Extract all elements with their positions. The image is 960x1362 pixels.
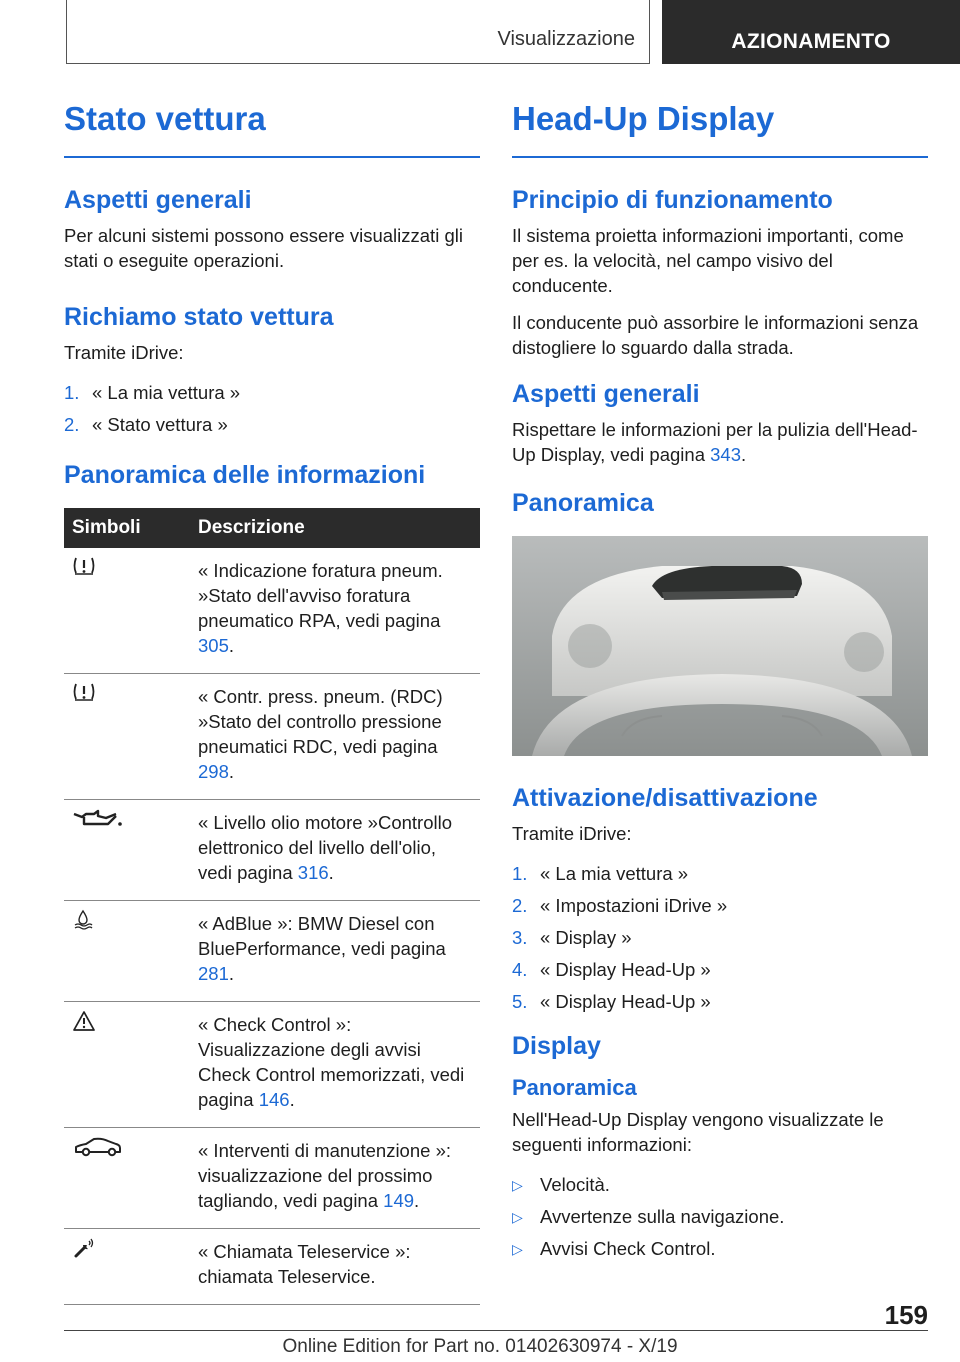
table-cell-description: « Check Control »: Visualizzazione degli avvisi Check Control memorizzati, vedi pagina 146.: [188, 1002, 480, 1128]
footer-divider: [64, 1330, 928, 1331]
page-link[interactable]: 305: [198, 635, 229, 656]
table-row: [64, 1128, 480, 1229]
heading-attivazione-disattivazione: Attivazione/disattivazione: [512, 784, 818, 812]
table-cell-description: « Indicazione foratura pneum. »Stato dell'avviso foratura pneumatico RPA, vedi pagina 305.: [188, 548, 480, 674]
table-row: [64, 800, 480, 901]
paragraph: Il sistema proietta informazioni importanti, come per es. la velocità, nel campo visivo del conducente.: [512, 225, 904, 296]
paragraph: Il conducente può assorbire le informazioni senza distogliere lo sguardo dalla strada.: [512, 312, 919, 358]
steps-list: [512, 858, 928, 1018]
tire-pressure-warning-icon: [72, 685, 96, 706]
tire-pressure-warning-icon: [72, 559, 96, 580]
table-row: [64, 674, 480, 800]
section-title-stato-vettura: Stato vettura: [64, 100, 480, 158]
table-row: [64, 1002, 480, 1128]
list-item: 2. « Impostazioni iDrive »: [512, 895, 728, 916]
page-link[interactable]: 343: [710, 444, 742, 465]
symbols-table: [64, 508, 480, 1305]
steps-list: [64, 377, 480, 441]
heading-display: Display: [512, 1032, 601, 1060]
teleservice-wrench-icon: [72, 1242, 96, 1263]
heading-aspetti-generali: Aspetti generali: [512, 380, 700, 408]
table-row: [64, 901, 480, 1002]
list-item: 1. « La mia vettura »: [64, 382, 241, 403]
list-item: 2. « Stato vettura »: [64, 414, 228, 435]
triangle-bullet-icon: ▷: [512, 1209, 523, 1225]
triangle-bullet-icon: ▷: [512, 1241, 523, 1257]
table-row: [64, 1229, 480, 1305]
subheading-panoramica: Panoramica: [512, 1075, 637, 1100]
chapter-title: AZIONAMENTO: [731, 30, 891, 53]
oil-can-icon: [72, 813, 124, 834]
list-item: ▷ Velocità.: [512, 1169, 928, 1201]
list-item: 5. « Display Head-Up »: [512, 991, 711, 1012]
heading-richiamo-stato: Richiamo stato vettura: [64, 303, 334, 331]
paragraph: Nell'Head-Up Display vengono visualizzate le seguenti informazioni:: [512, 1109, 884, 1155]
heading-aspetti-generali: Aspetti generali: [64, 186, 252, 214]
section-title-head-up-display: Head-Up Display: [512, 100, 928, 158]
heading-panoramica-informazioni: Panoramica delle informazioni: [64, 461, 426, 489]
header-section-title: Visualizzazione: [497, 28, 635, 50]
heading-panoramica: Panoramica: [512, 489, 654, 517]
page-link[interactable]: 149: [383, 1190, 415, 1211]
paragraph: Per alcuni sistemi possono essere visualizzati gli stati o eseguite operazioni.: [64, 225, 463, 271]
page-link[interactable]: 298: [198, 761, 229, 782]
paragraph: Tramite iDrive:: [512, 823, 632, 844]
right-column: [512, 100, 928, 1265]
paragraph: Tramite iDrive:: [64, 342, 184, 363]
header-chapter-tab: [662, 0, 960, 64]
list-item: ▷ Avvisi Check Control.: [512, 1233, 928, 1265]
bullet-list: [512, 1169, 928, 1265]
table-cell-description: « Chiamata Teleservice »: chiamata Teleservice.: [188, 1229, 480, 1305]
list-item: 3. « Display »: [512, 927, 632, 948]
triangle-bullet-icon: ▷: [512, 1177, 523, 1193]
list-item: 1. « La mia vettura »: [512, 863, 689, 884]
paragraph: Rispettare le informazioni per la pulizia dell'Head-Up Display, vedi pagina 343.: [512, 419, 918, 465]
table-cell-description: « Contr. press. pneum. (RDC) »Stato del controllo pressione pneumatici RDC, vedi pagina 298.: [188, 674, 480, 800]
left-column: [64, 100, 480, 1305]
service-car-icon: [72, 1141, 124, 1162]
list-item: ▷ Avvertenze sulla navigazione.: [512, 1201, 928, 1233]
adblue-icon: [72, 914, 94, 935]
page-link[interactable]: 146: [258, 1089, 290, 1110]
table-cell-description: « Interventi di manutenzione »: visualizzazione del prossimo tagliando, vedi pagina 149.: [188, 1128, 480, 1229]
head-up-display-photo: [512, 536, 928, 756]
table-cell-description: « AdBlue »: BMW Diesel con BluePerformance, vedi pagina 281.: [188, 901, 480, 1002]
page-number: 159: [884, 1300, 928, 1330]
table-row: [64, 548, 480, 674]
table-cell-description: « Livello olio motore »Controllo elettronico del livello dell'olio, vedi pagina 316.: [188, 800, 480, 901]
warning-triangle-icon: [72, 1015, 96, 1036]
footer-edition: Online Edition for Part no. 01402630974 - X/19: [282, 1336, 678, 1357]
list-item: 4. « Display Head-Up »: [512, 959, 711, 980]
heading-principio-funzionamento: Principio di funzionamento: [512, 186, 833, 214]
page-link[interactable]: 281: [198, 963, 229, 984]
table-header-description: Descrizione: [188, 508, 480, 548]
page-link[interactable]: 316: [297, 862, 329, 883]
header-section-box: [66, 0, 650, 64]
table-header-symbols: Simboli: [64, 508, 188, 548]
